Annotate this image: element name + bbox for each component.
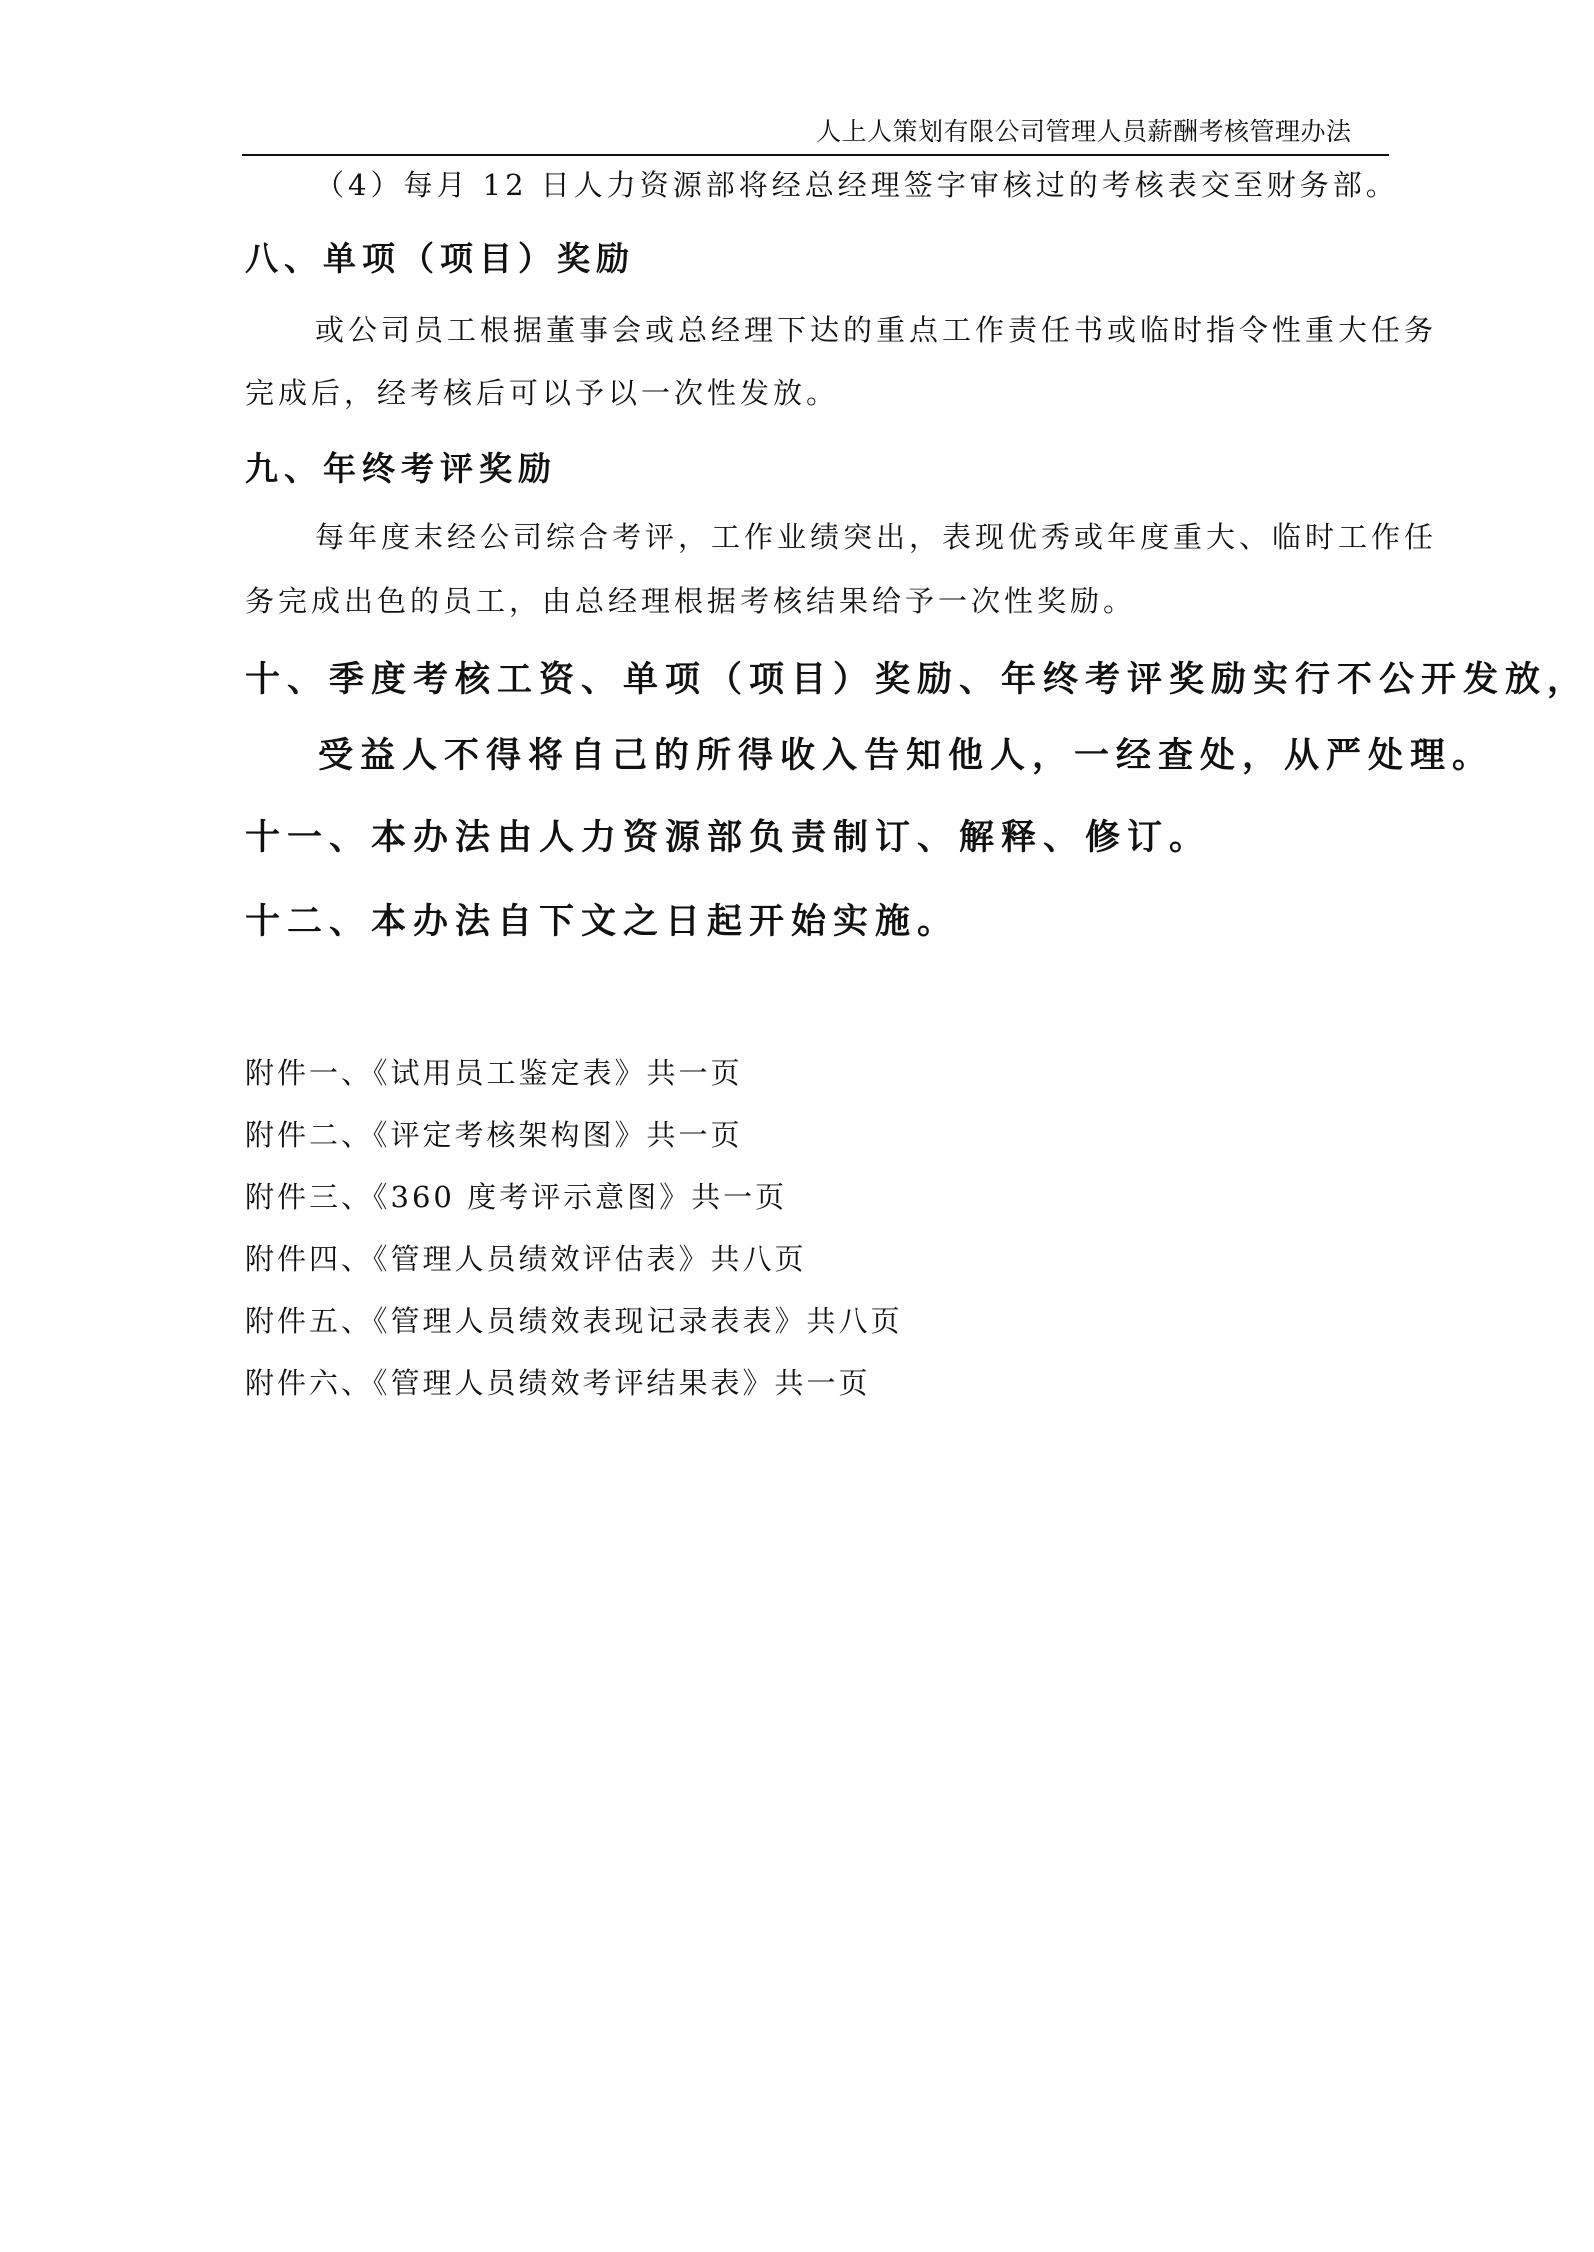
section-heading-single-project-reward: 八、单项（项目）奖励 [245,239,635,278]
attachment-item: 附件五、《管理人员绩效表现记录表表》共八页 [245,1304,903,1338]
section-paragraph-line: 完成后，经考核后可以予以一次性发放。 [245,376,840,410]
attachment-item: 附件六、《管理人员绩效考评结果表》共一页 [245,1366,871,1400]
attachment-item: 附件三、《360 度考评示意图》共一页 [245,1180,788,1214]
attachment-item: 附件二、《评定考核架构图》共一页 [245,1118,743,1152]
section-paragraph-line: 或公司员工根据董事会或总经理下达的重点工作责任书或临时指令性重大任务 [315,313,1438,347]
major-rule-line: 十二、本办法自下文之日起开始实施。 [245,902,960,942]
attachment-item: 附件四、《管理人员绩效评估表》共八页 [245,1242,807,1276]
major-rule-line: 十一、本办法由人力资源部负责制订、解释、修订。 [245,818,1212,858]
attachment-item: 附件一、《试用员工鉴定表》共一页 [245,1056,743,1090]
section-paragraph-line: 务完成出色的员工，由总经理根据考核结果给予一次性奖励。 [245,584,1137,618]
major-rule-line: 受益人不得将自己的所得收入告知他人，一经查处，从严处理。 [318,736,1495,776]
opening-paragraph: （4）每月 12 日人力资源部将经总经理签字审核过的考核表交至财务部。 [315,168,1399,202]
section-heading-year-end-reward: 九、年终考评奖励 [245,449,557,488]
header-rule [242,154,1389,156]
major-rule-line: 十、季度考核工资、单项（项目）奖励、年终考评奖励实行不公开发放， [245,660,1590,700]
attachment-list [245,1053,903,1425]
section-paragraph-line: 每年度末经公司综合考评，工作业绩突出，表现优秀或年度重大、临时工作任 [315,520,1438,554]
running-header: 人上人策划有限公司管理人员薪酬考核管理办法 [816,117,1352,146]
